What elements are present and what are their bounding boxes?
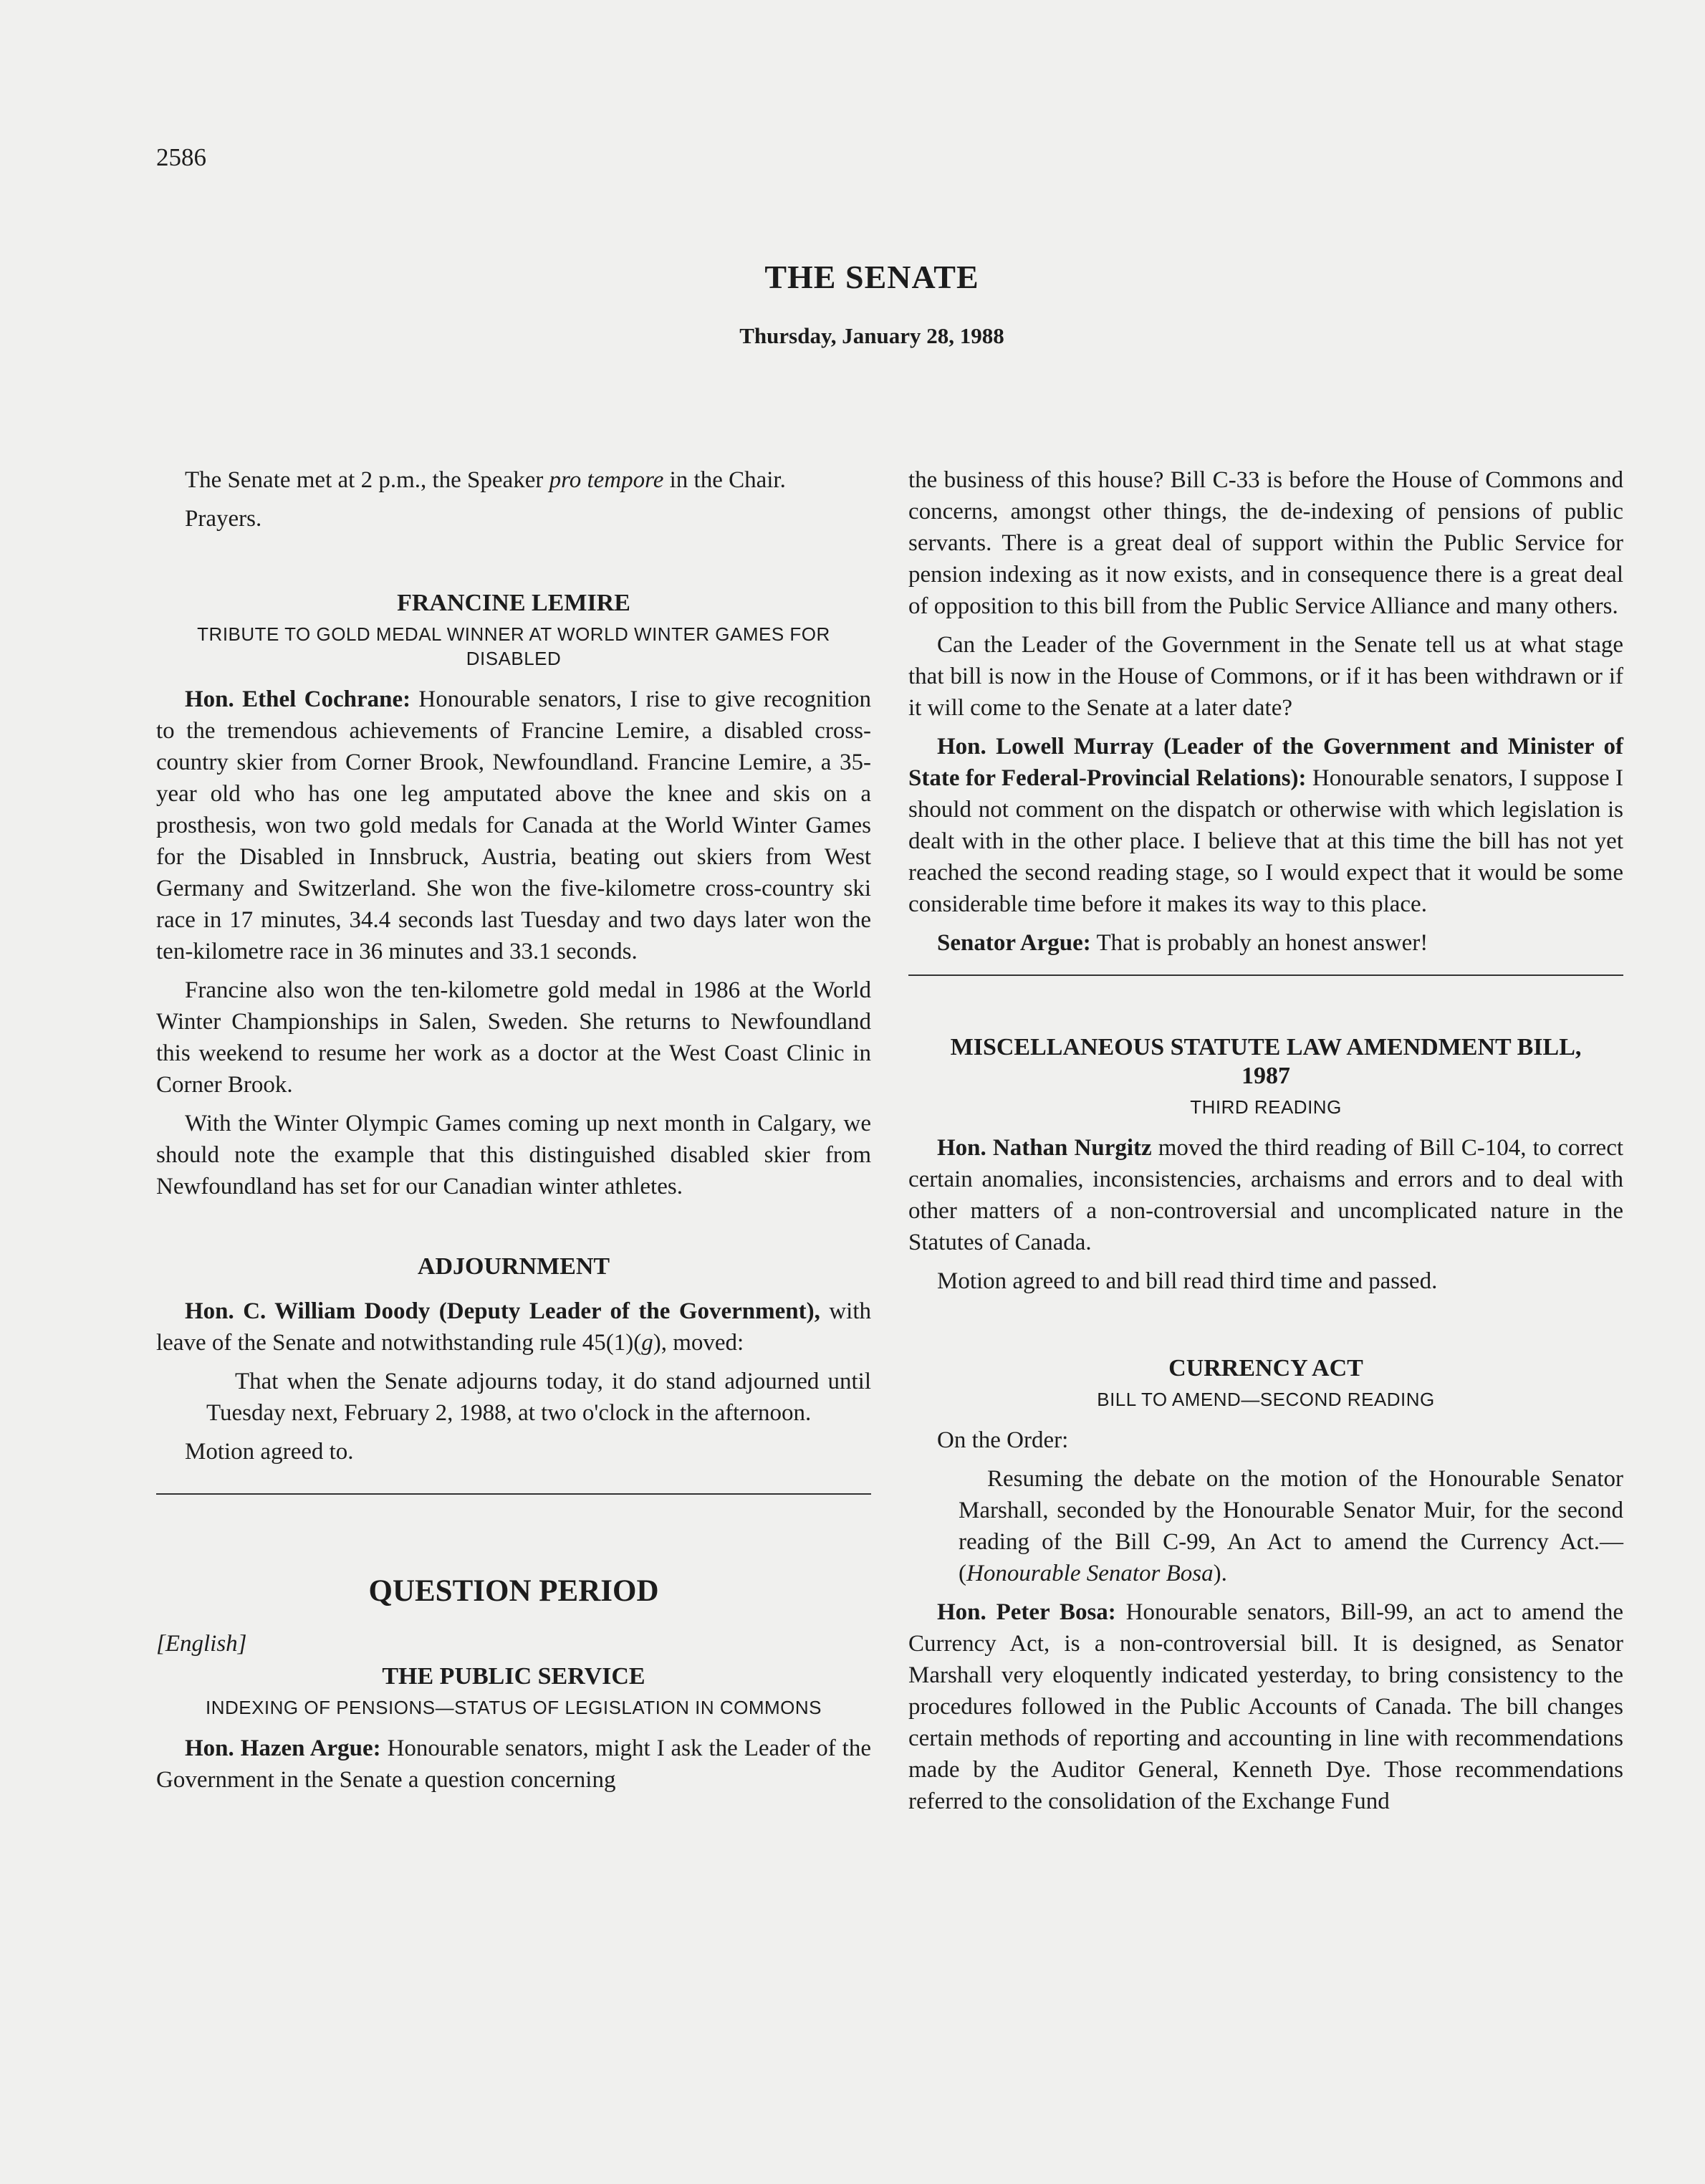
speaker-name: Hon. Ethel Cochrane: xyxy=(185,686,411,712)
murray-paragraph xyxy=(908,731,1623,920)
opening-paragraph xyxy=(156,464,871,496)
speaker-name: Hon. Hazen Argue: xyxy=(185,1735,381,1761)
speech-text: Honourable senators, I suppose I should not comment on the dispatch or otherwise with which legislation is dealt with in the other place. I believe that at this time the bill has not yet reached the second reading stage, so I would expect that it would be some considerable time before it makes its way to this place. xyxy=(908,765,1623,917)
argue-reply xyxy=(908,927,1623,959)
misc-agreed: Motion agreed to and bill read third time and passed. xyxy=(937,1268,1438,1294)
order-label: On the Order: xyxy=(937,1427,1069,1453)
lemire-paragraph-2: Francine also won the ten-kilometre gold medal in 1986 at the World Winter Championships in Salen, Sweden. She returns to Newfoundland this weekend to resume her work as a doctor at the West Coast Clinic in Corner Brook. xyxy=(156,977,871,1098)
lemire-paragraph-3: With the Winter Olympic Games coming up next month in Calgary, we should note the example that this distinguished disabled skier from Newfoundland has set for our Canadian winter athletes. xyxy=(156,1111,871,1199)
speech-text: Honourable senators, Bill-99, an act to amend the Currency Act, is a non-controversial bill. It is designed, as Senator Marshall very eloquently indicated yesterday, to bring consistency to the procedures followed in the Public Accounts of Canada. The bill changes certain methods of reporting and accounting in line with recommendations made by the Auditor General, Kenneth Dye. Those recommendations referred to the consolidation of the Exchange Fund xyxy=(908,1599,1624,1814)
section-heading-public-service: THE PUBLIC SERVICE xyxy=(382,1663,645,1690)
opening-text-end: in the Chair. xyxy=(663,467,786,493)
speaker-name: Senator Argue: xyxy=(937,930,1091,956)
quote-text xyxy=(959,1463,1623,1589)
adjournment-agreed: Motion agreed to. xyxy=(185,1439,354,1465)
speech-text: Honourable senators, I rise to give recognition to the tremendous achievements of Francine Lemire, a disabled cross-country skier from Corner Brook, Newfoundland. Francine Lemire, a 35-year old who has one leg amputated above the knee and skis on a prosthesis, won two gold medals for Canada at the World Winter Games for the Disabled in Innsbruck, Austria, beating out skiers from West Germany and Switzerland. She won the five-kilometre cross-country ski race in 17 minutes, 34.4 seconds last Tuesday and two days later won the ten-kilometre race in 36 minutes and 33.1 seconds. xyxy=(156,686,871,964)
section-subheading-second-reading: BILL TO AMEND—SECOND READING xyxy=(1097,1389,1435,1410)
opening-text: The Senate met at 2 p.m., the Speaker xyxy=(185,467,549,493)
rule-letter: g xyxy=(641,1330,653,1356)
section-heading-misc-statute: MISCELLANEOUS STATUTE LAW AMENDMENT BILL, 1987 xyxy=(950,1034,1582,1089)
speaker-name: Hon. Peter Bosa: xyxy=(937,1599,1116,1625)
left-column xyxy=(156,464,871,1803)
argue-paragraph xyxy=(156,1733,871,1796)
right-column xyxy=(908,464,1623,1824)
sitting-date: Thursday, January 28, 1988 xyxy=(739,323,1004,348)
order-quote xyxy=(908,1463,1623,1589)
cochrane-paragraph xyxy=(156,684,871,967)
section-subheading-third-reading: THIRD READING xyxy=(1190,1096,1342,1118)
speech-text: moved the third reading of Bill C-104, to correct certain anomalies, inconsistencies, archaisms and errors and to deal with other matters of a non-controversial and uncomplicated nature in the Statutes of Canada. xyxy=(908,1135,1624,1255)
quote-emphasis: Honourable Senator Bosa xyxy=(966,1561,1214,1586)
section-heading-question-period: QUESTION PERIOD xyxy=(368,1574,659,1608)
speech-text-end: ), moved: xyxy=(653,1330,744,1356)
quote-text-main: Resuming the debate on the motion of the Honourable Senator Marshall, seconded by the Honourable Senator Muir, for the second reading of the Bill C-99, An Act to amend the Currency Act.—( xyxy=(959,1466,1623,1586)
quote-text-end: ). xyxy=(1213,1561,1227,1586)
bosa-paragraph xyxy=(908,1596,1623,1817)
language-marker: [English] xyxy=(156,1631,247,1657)
speaker-name: Hon. C. William Doody (Deputy Leader of the Government), xyxy=(185,1298,820,1324)
quote-text: That when the Senate adjourns today, it do stand adjourned until Tuesday next, February 2, 1988, at two o'clock in the afternoon. xyxy=(206,1369,871,1426)
section-heading-adjournment: ADJOURNMENT xyxy=(417,1253,610,1280)
speech-text: That is probably an honest answer! xyxy=(1090,930,1428,956)
doody-paragraph xyxy=(156,1295,871,1359)
opening-emphasis: pro tempore xyxy=(549,467,664,493)
page-number: 2586 xyxy=(156,143,206,171)
adjournment-motion-quote xyxy=(156,1366,871,1429)
nurgitz-paragraph xyxy=(908,1132,1623,1258)
section-subheading-indexing: INDEXING OF PENSIONS—STATUS OF LEGISLATION IN COMMONS xyxy=(205,1697,822,1718)
argue-paragraph-2: Can the Leader of the Government in the Senate tell us at what stage that bill is now in the House of Commons, or if it has been withdrawn or if it will come to the Senate at a later date? xyxy=(908,632,1623,721)
section-subheading-lemire: TRIBUTE TO GOLD MEDAL WINNER AT WORLD WINTER GAMES FOR DISABLED xyxy=(197,623,830,669)
prayers: Prayers. xyxy=(185,506,262,532)
masthead xyxy=(156,258,1588,349)
speech-text: Honourable senators, might I ask the Leader of the Government in the Senate a question concerning xyxy=(156,1735,871,1793)
section-heading-currency-act: CURRENCY ACT xyxy=(1168,1355,1363,1381)
speaker-name: Hon. Lowell Murray (Leader of the Government and Minister of State for Federal-Provincial Relations): xyxy=(908,734,1623,791)
speech-text: with leave of the Senate and notwithstanding rule 45(1)( xyxy=(156,1298,871,1356)
page-title: THE SENATE xyxy=(764,259,979,295)
section-heading-lemire: FRANCINE LEMIRE xyxy=(397,590,630,616)
speaker-name: Hon. Nathan Nurgitz xyxy=(937,1135,1152,1161)
argue-continued: the business of this house? Bill C-33 is before the House of Commons and concerns, amongst other things, the de-indexing of pensions of public servants. There is a great deal of support within the Public Service for pension indexing as it now exists, and in consequence there is a great deal of opposition to this bill from the Public Service Alliance and many others. xyxy=(908,467,1623,619)
